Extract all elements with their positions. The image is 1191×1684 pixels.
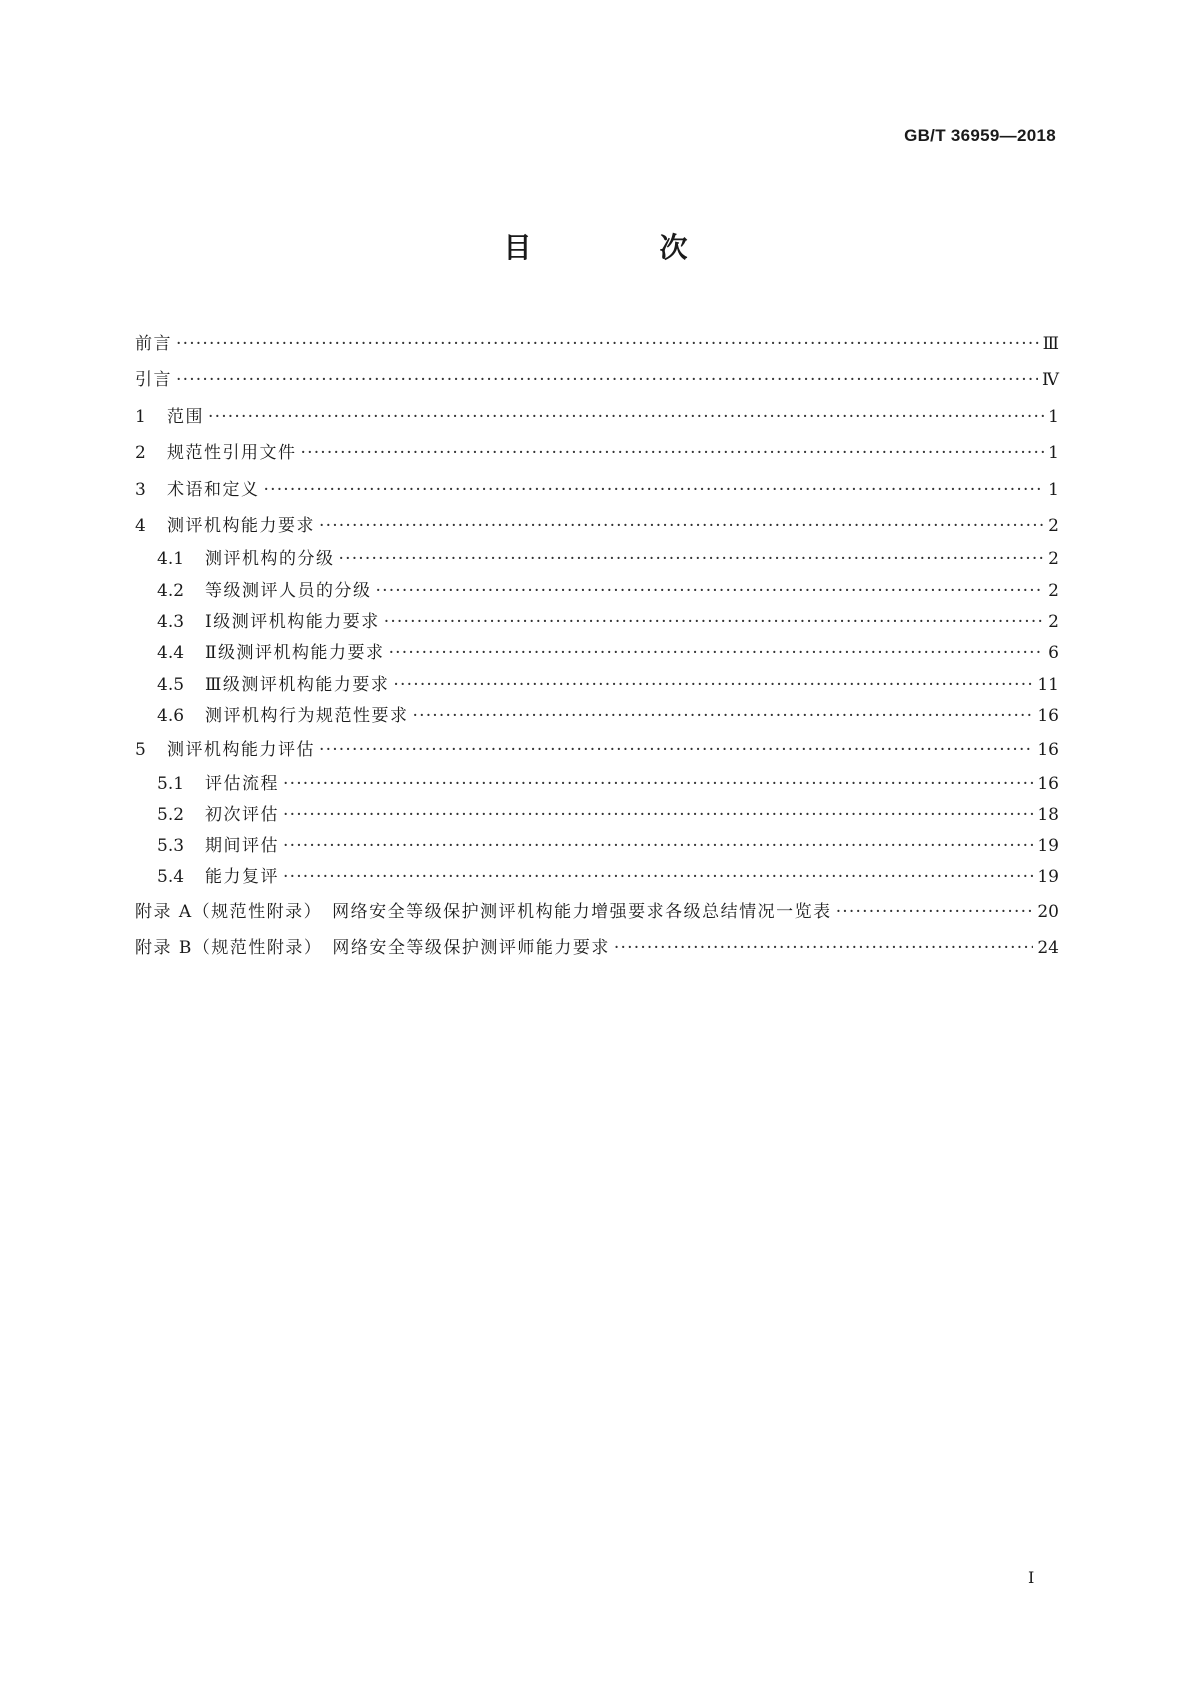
toc-dot-leader — [384, 607, 1044, 638]
toc-entry-page: 1 — [1048, 443, 1059, 464]
toc-entry-title: 测评机构行为规范性要求 — [205, 705, 409, 726]
toc-dot-leader — [413, 701, 1034, 732]
toc-entry-number: 4.2 — [157, 580, 185, 601]
toc-entry-page: 2 — [1048, 580, 1059, 601]
toc-entry-title: 能力复评 — [205, 867, 279, 888]
toc-entry-title: Ⅰ级测评机构能力要求 — [205, 611, 380, 632]
toc-entry-page: 16 — [1037, 705, 1059, 726]
toc-dot-leader — [319, 508, 1044, 544]
toc-entry-number: 2 — [135, 443, 146, 464]
table-of-contents — [135, 326, 1059, 966]
toc-entry-number: 5.2 — [157, 804, 185, 825]
toc-entry-title: 范围 — [167, 406, 204, 427]
toc-title: 目 次 — [503, 231, 738, 264]
document-number: GB/T 36959—2018 — [904, 126, 1056, 145]
toc-entry-number: 1 — [135, 406, 146, 427]
toc-entry-title: Ⅲ级测评机构能力要求 — [205, 674, 390, 695]
toc-entry-title: 术语和定义 — [167, 479, 260, 500]
toc-entry[interactable] — [135, 326, 1059, 362]
toc-entry-title: 附录 A（规范性附录） 网络安全等级保护测评机构能力增强要求各级总结情况一览表 — [135, 901, 832, 922]
toc-entry-title: Ⅱ级测评机构能力要求 — [205, 643, 385, 664]
toc-entry-number: 5.4 — [157, 867, 185, 888]
toc-entry-title: 引言 — [135, 370, 172, 391]
toc-entry-title: 规范性引用文件 — [167, 443, 297, 464]
toc-entry[interactable] — [135, 862, 1059, 893]
toc-entry-page: 1 — [1048, 406, 1059, 427]
toc-entry-page: Ⅲ — [1042, 334, 1059, 354]
toc-entry-page: 24 — [1037, 938, 1059, 959]
toc-entry-number: 5.3 — [157, 836, 185, 857]
toc-entry-title: 等级测评人员的分级 — [205, 580, 372, 601]
toc-entry[interactable] — [135, 472, 1059, 508]
toc-entry-title: 测评机构的分级 — [205, 549, 335, 570]
toc-entry[interactable] — [135, 769, 1059, 800]
toc-entry-number: 4.3 — [157, 611, 185, 632]
toc-entry-number: 5.1 — [157, 773, 185, 794]
toc-entry[interactable] — [135, 930, 1059, 966]
toc-entry-page: 18 — [1037, 804, 1059, 825]
toc-entry[interactable] — [135, 701, 1059, 732]
toc-entry[interactable] — [135, 638, 1059, 669]
toc-entry-page: 20 — [1037, 901, 1059, 922]
toc-dot-leader — [176, 362, 1038, 398]
toc-entry-page: 2 — [1048, 549, 1059, 570]
toc-entry[interactable] — [135, 576, 1059, 607]
toc-entry-number: 4.5 — [157, 674, 185, 695]
toc-dot-leader — [176, 326, 1039, 362]
toc-entry-page: 11 — [1037, 674, 1059, 695]
toc-entry-number: 3 — [135, 479, 146, 500]
toc-entry[interactable] — [135, 607, 1059, 638]
toc-entry-number: 5 — [135, 740, 146, 761]
toc-entry[interactable] — [135, 435, 1059, 471]
toc-dot-leader — [301, 435, 1045, 471]
toc-dot-leader — [389, 638, 1045, 669]
toc-entry[interactable] — [135, 544, 1059, 575]
toc-entry-title: 前言 — [135, 334, 172, 354]
toc-entry-title: 评估流程 — [205, 773, 279, 794]
toc-entry[interactable] — [135, 508, 1059, 544]
toc-entry-page: 2 — [1048, 611, 1059, 632]
toc-dot-leader — [283, 769, 1033, 800]
page-number: I — [1028, 1568, 1035, 1587]
toc-entry[interactable] — [135, 670, 1059, 701]
toc-entry-number: 4 — [135, 515, 146, 536]
toc-entry-page: 16 — [1037, 773, 1059, 794]
toc-entry-page: 16 — [1037, 740, 1059, 761]
toc-entry[interactable] — [135, 831, 1059, 862]
toc-entry-page: Ⅳ — [1042, 370, 1059, 391]
toc-entry-title: 初次评估 — [205, 804, 279, 825]
toc-entry[interactable] — [135, 732, 1059, 768]
toc-entry-page: 1 — [1048, 479, 1059, 500]
toc-dot-leader — [208, 399, 1044, 435]
toc-entry-page: 6 — [1048, 643, 1059, 664]
toc-entry-page: 19 — [1037, 836, 1059, 857]
toc-entry-page: 2 — [1048, 515, 1059, 536]
toc-dot-leader — [614, 930, 1033, 966]
toc-dot-leader — [283, 862, 1033, 893]
toc-entry-title: 测评机构能力要求 — [167, 515, 315, 536]
toc-entry-title: 期间评估 — [205, 836, 279, 857]
toc-dot-leader — [283, 800, 1033, 831]
toc-entry-number: 4.6 — [157, 705, 185, 726]
toc-dot-leader — [339, 544, 1045, 575]
toc-entry-title: 附录 B（规范性附录） 网络安全等级保护测评师能力要求 — [135, 938, 610, 959]
toc-entry[interactable] — [135, 800, 1059, 831]
toc-entry-page: 19 — [1037, 867, 1059, 888]
toc-dot-leader — [264, 472, 1045, 508]
toc-entry-number: 4.4 — [157, 643, 185, 664]
toc-entry-title: 测评机构能力评估 — [167, 740, 315, 761]
toc-dot-leader — [376, 576, 1045, 607]
toc-entry[interactable] — [135, 399, 1059, 435]
toc-entry[interactable] — [135, 362, 1059, 398]
toc-dot-leader — [283, 831, 1033, 862]
toc-entry[interactable] — [135, 894, 1059, 930]
toc-dot-leader — [393, 670, 1033, 701]
toc-dot-leader — [836, 894, 1034, 930]
toc-entry-number: 4.1 — [157, 549, 185, 570]
toc-dot-leader — [319, 732, 1033, 768]
